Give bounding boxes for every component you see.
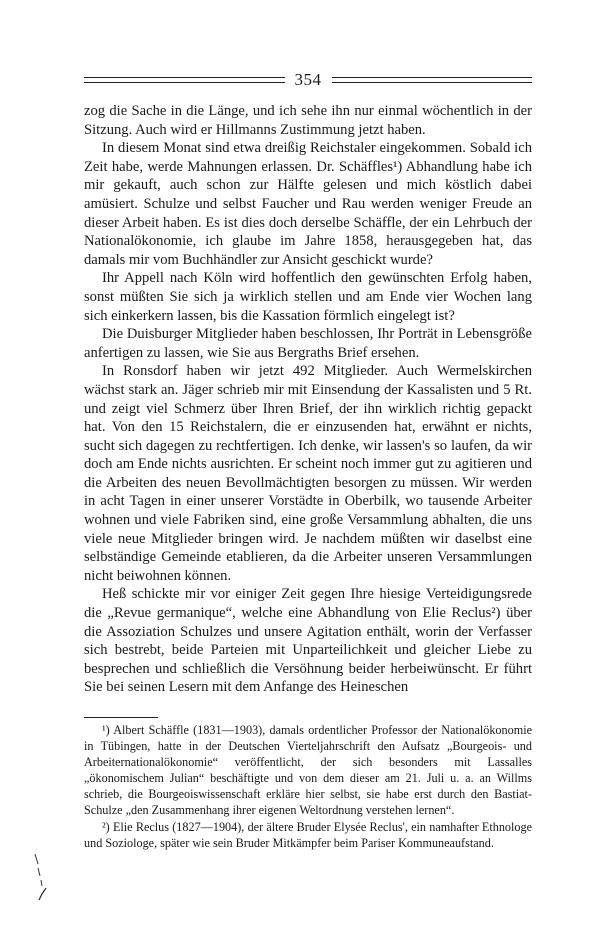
header-rule-right	[332, 77, 533, 83]
footnote: ¹) Albert Schäffle (1831—1903), damals ordentlicher Professor der Nationalökonomie in Tübingen, hatte in der Deutschen Vierteljahrschrift den Aufsatz „Bourgeois- und Arbeiternationalökonomie“ veröffentlicht, der sich besonders mit Lassalles „ökonomischem Julian“ beschäftigte und von dem dieser am 21. Juli u. a. an Willms schrieb, die Bourgeoiswissenschaft erkläre hier selbst, sie habe erst durch den Bastiat-Schulze „den Zusammenhang ihrer eigenen Weltordnung verstehen lernen“.	[84, 723, 532, 817]
footnotes	[84, 722, 532, 852]
header-rule-left	[84, 77, 285, 83]
page-header	[84, 68, 532, 92]
paragraph: Heß schickte mir vor einiger Zeit gegen Ihre hiesige Verteidigungsrede die „Revue germanique“, welche eine Abhandlung von Elie Reclus²) über die Assoziation Schulzes und unsere Agitation enthält, worin der Verfasser sich bestrebt, beide Parteien mit Unparteilichkeit und gleicher Liebe zu besprechen und schließlich die Versöhnung beider herbeiwünscht. Er führt Sie bei seinen Lesern mit dem Anfange des Heineschen	[84, 586, 532, 696]
paragraph: zog die Sache in die Länge, und ich sehe ihn nur einmal wöchentlich in der Sitzung. Auch wird er Hillmanns Zustimmung jetzt haben.	[84, 103, 532, 138]
main-text	[84, 102, 532, 697]
paragraph: In diesem Monat sind etwa dreißig Reichstaler eingekommen. Sobald ich Zeit habe, werde Mahnungen erlassen. Dr. Schäffles¹) Abhandlung habe ich mir gekauft, auch schon zur Hälfte gelesen und mich köstlich dabei amüsiert. Schulze und selbst Faucher und Rau werden weniger Freude an dieser Arbeit haben. Es ist dies doch derselbe Schäffle, der ein Lehrbuch der Nationalökonomie, ich glaube im Jahre 1858, herausgegeben hat, das damals mir vom Buchhändler zur Ansicht geschickt wurde?	[84, 140, 532, 268]
footnote-rule	[84, 717, 158, 718]
paragraph: Ihr Appell nach Köln wird hoffentlich den gewünschten Erfolg haben, sonst müßten Sie sich ja wirklich stellen und am Ende vier Wochen lang sich einkerkern lassen, bis die Kassation förmlich eingelegt ist?	[84, 270, 532, 324]
paragraph: In Ronsdorf haben wir jetzt 492 Mitglieder. Auch Wermelskirchen wächst stark an. Jäger schrieb mir mit Einsendung der Kassalisten und 5 Rt. und zeigt viel Schmerz über Ihren Brief, der ihn wirklich richtig gepackt hat. Von den 15 Reichstalern, die er einzusenden hat, erwähnt er nichts, sucht sich dagegen zu rechtfertigen. Ich denke, wir lassen's so laufen, da wir doch am Ende nichts ausrichten. Er scheint noch immer gut zu agitieren und die Arbeiten des neuen Bevollmächtigten besorgen zu müssen. Wir werden in acht Tagen in einer unserer Vorstädte in Oberbilk, wo tausende Arbeiter wohnen und viele Fabriken sind, eine große Versammlung abhalten, die uns viele neue Mitglieder bringen wird. Je nachdem müßten wir daselbst eine selbständige Gemeinde etablieren, da die Arbeiter unseren Versammlungen nicht beiwohnen können.	[84, 363, 532, 584]
page-number: 354	[294, 70, 322, 89]
paragraph: Die Duisburger Mitglieder haben beschlossen, Ihr Porträt in Lebensgröße anfertigen zu lassen, wie Sie aus Bergraths Brief ersehen.	[84, 326, 532, 361]
footnote: ²) Elie Reclus (1827—1904), der ältere Bruder Elysée Reclus', ein namhafter Ethnologe und Soziologe, später wie sein Bruder Mitkämpfer beim Pariser Kommuneaufstand.	[84, 820, 532, 850]
margin-pencil-mark	[30, 852, 52, 902]
